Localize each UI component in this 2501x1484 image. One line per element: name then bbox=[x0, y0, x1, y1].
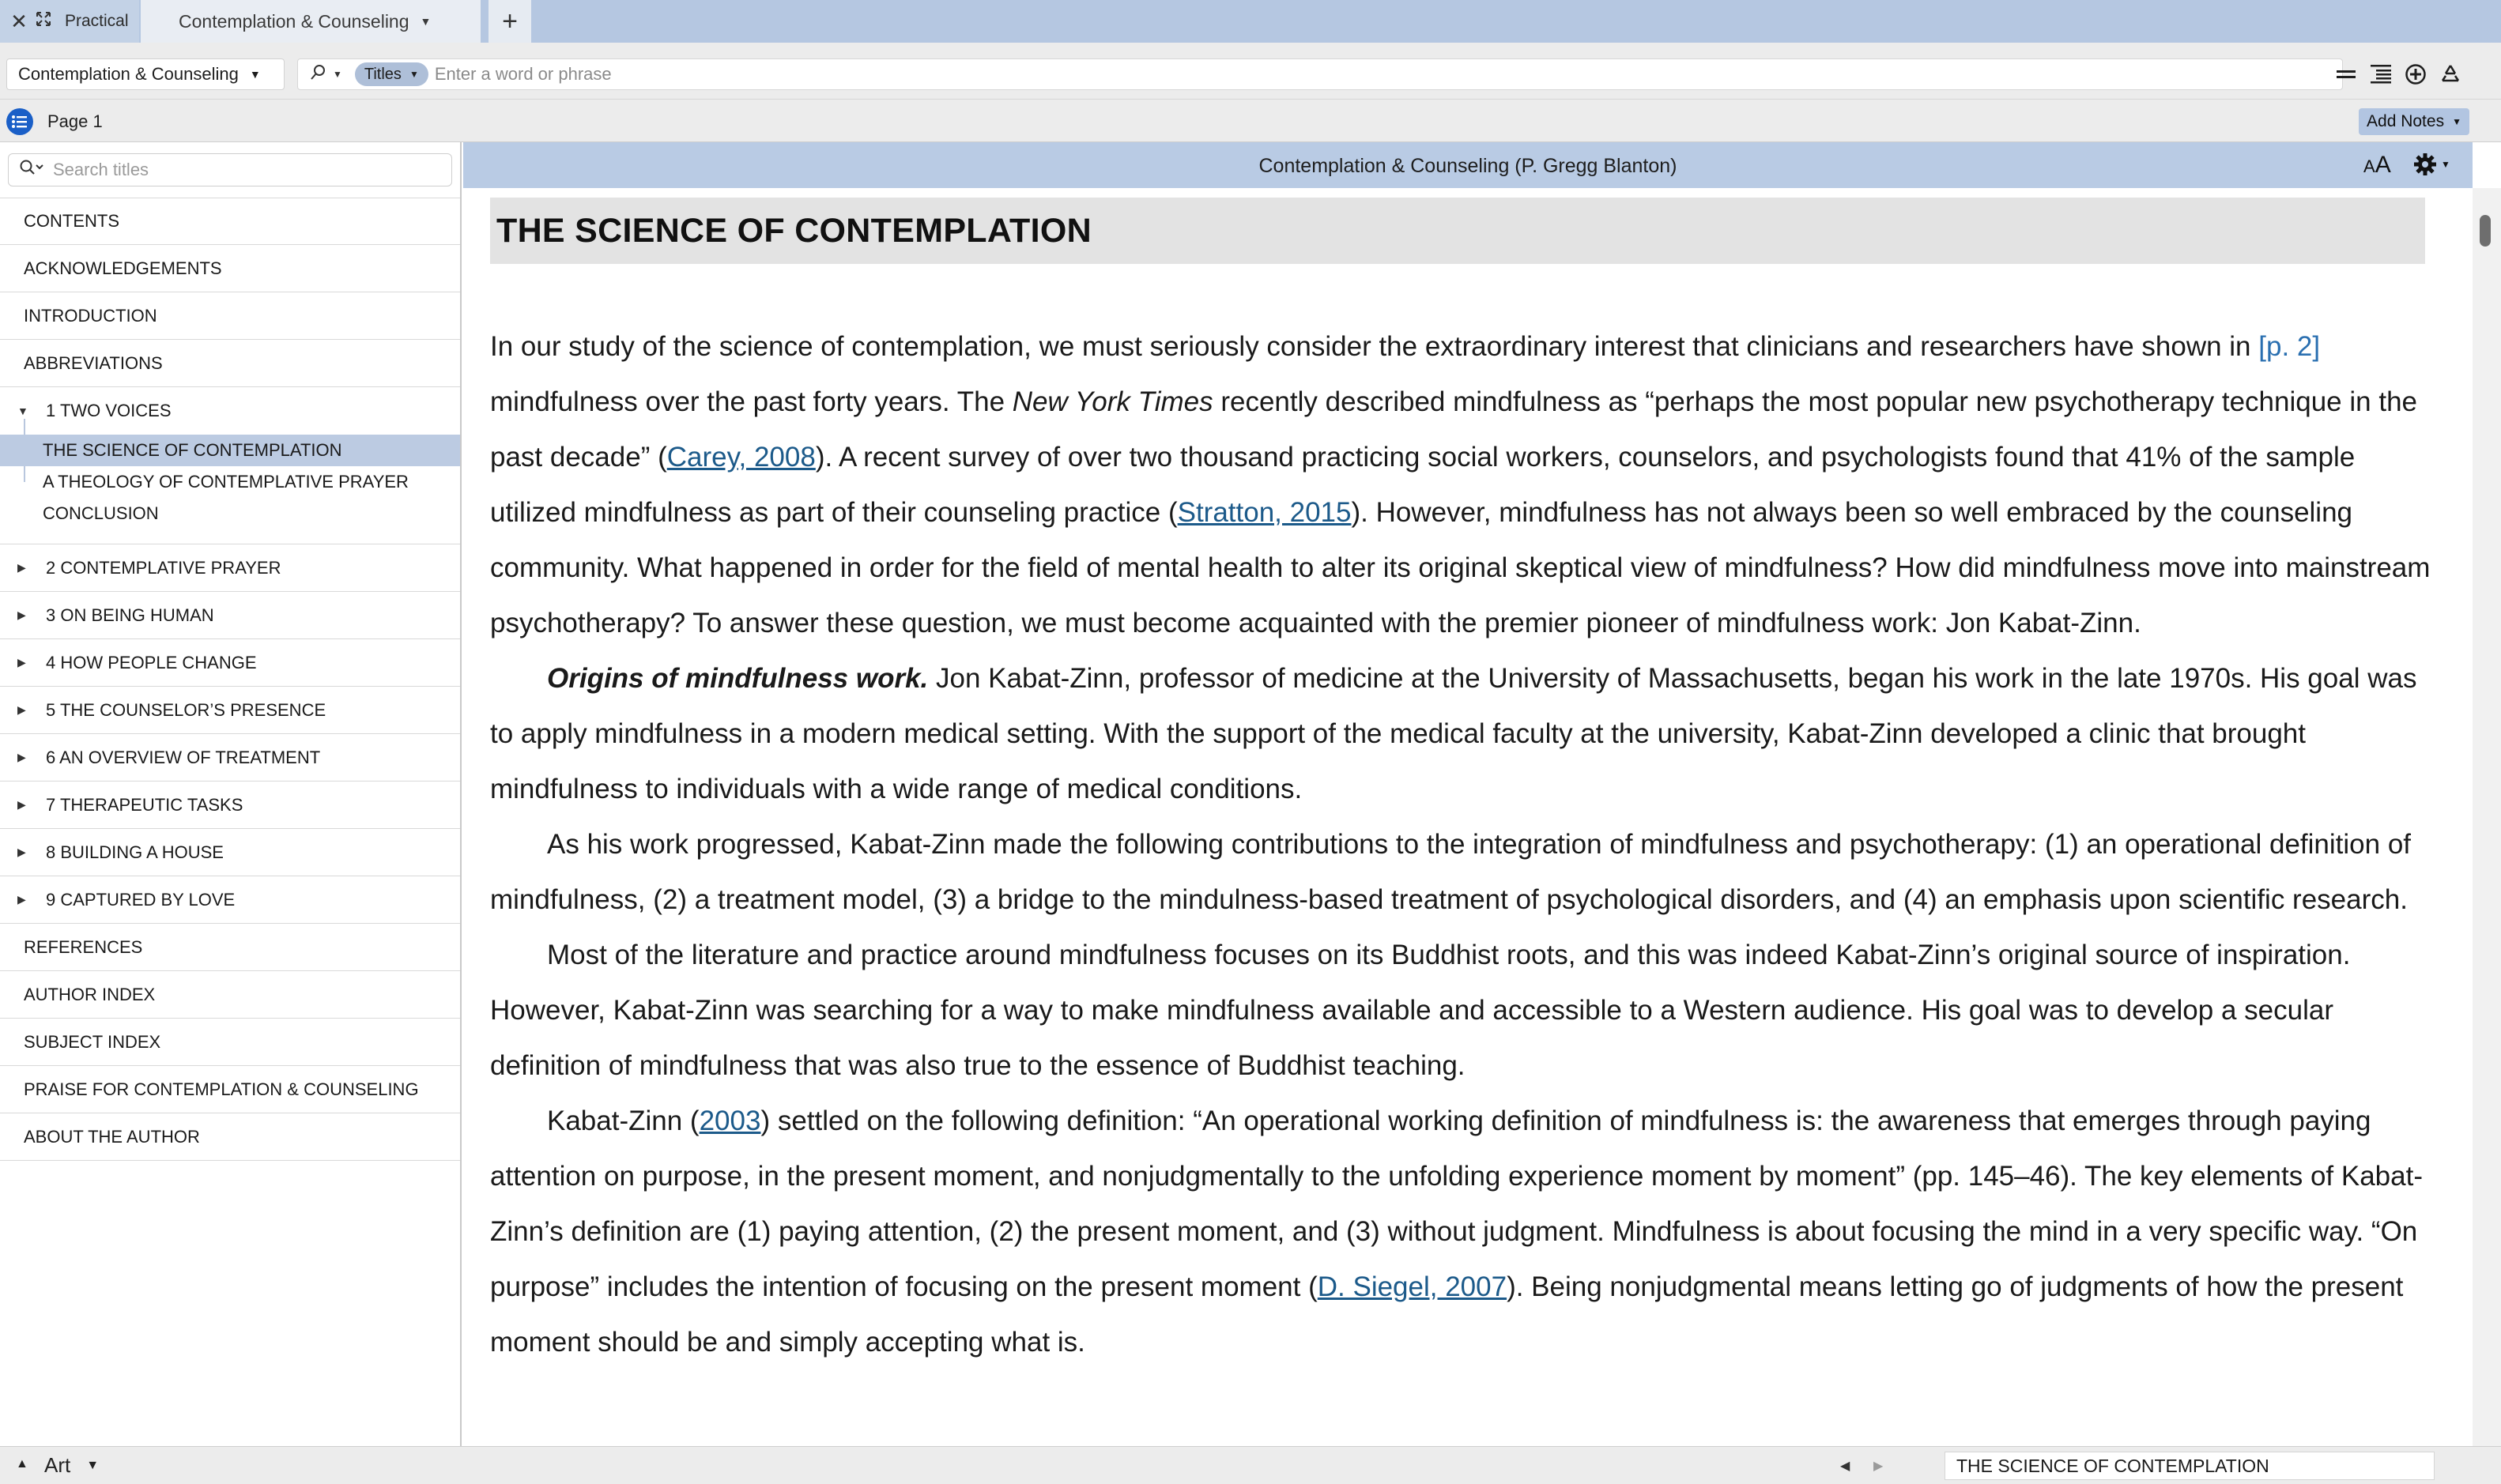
toc-chapter-6[interactable] bbox=[0, 734, 460, 782]
triangle-up-icon[interactable]: ▲ bbox=[16, 1457, 28, 1471]
toc-chapter-7[interactable] bbox=[0, 782, 460, 829]
toc-chapter-label: 4 HOW PEOPLE CHANGE bbox=[46, 652, 257, 672]
triangle-right-icon[interactable]: ▶ bbox=[17, 798, 26, 811]
tab-practical-label: Practical bbox=[65, 12, 129, 30]
toc-item-label: REFERENCES bbox=[24, 936, 143, 957]
paragraph-2 bbox=[490, 651, 2435, 817]
toc-chapter-5[interactable] bbox=[0, 687, 460, 734]
toc-item-introduction[interactable] bbox=[0, 292, 460, 340]
search-icon[interactable] bbox=[18, 158, 45, 183]
toc-item-label: AUTHOR INDEX bbox=[24, 984, 156, 1004]
toc-item-author-index[interactable] bbox=[0, 971, 460, 1019]
toc-chapter-label: 6 AN OVERVIEW OF TREATMENT bbox=[46, 747, 321, 767]
text-align-icon[interactable] bbox=[2365, 60, 2397, 89]
plus-icon[interactable]: + bbox=[489, 0, 531, 43]
close-icon[interactable]: ✕ bbox=[10, 9, 28, 33]
toc-item-abbreviations[interactable] bbox=[0, 340, 460, 387]
library-select[interactable] bbox=[6, 58, 285, 90]
triangle-right-icon[interactable]: ▶ bbox=[17, 846, 26, 858]
reader-header bbox=[463, 142, 2473, 188]
toc-item-praise[interactable] bbox=[0, 1066, 460, 1113]
italic-title: New York Times bbox=[1012, 386, 1213, 417]
toc-item-label: ABOUT THE AUTHOR bbox=[24, 1126, 200, 1147]
citation-link-stratton[interactable]: Stratton, 2015 bbox=[1177, 497, 1352, 528]
triangle-right-icon[interactable]: ▶ bbox=[17, 656, 26, 669]
section-heading: THE SCIENCE OF CONTEMPLATION bbox=[490, 198, 2425, 264]
reader-title: Contemplation & Counseling (P. Gregg Blanton) bbox=[1258, 155, 1677, 177]
search-scope-pill[interactable] bbox=[355, 62, 428, 86]
font-size-icon[interactable]: AA bbox=[2363, 152, 2391, 178]
toc-chapter-label: 8 BUILDING A HOUSE bbox=[46, 842, 224, 862]
move-icon[interactable] bbox=[30, 11, 57, 32]
toc-item-label: SUBJECT INDEX bbox=[24, 1031, 161, 1052]
citation-link-carey[interactable]: Carey, 2008 bbox=[666, 442, 816, 473]
page-marker[interactable]: [p. 2] bbox=[2258, 331, 2321, 362]
toc-item-label: PRAISE FOR CONTEMPLATION & COUNSELING bbox=[24, 1079, 419, 1099]
scrollbar[interactable] bbox=[2473, 188, 2501, 1446]
toc-item-references[interactable] bbox=[0, 924, 460, 971]
add-notes-button[interactable] bbox=[2359, 108, 2469, 135]
chevron-down-icon: ▼ bbox=[2441, 159, 2450, 170]
tab-practical[interactable] bbox=[0, 0, 139, 43]
text-run: Jon Kabat-Zinn, professor of medicine at the University of Massachusetts, began his work in the late 1970s. His goal was to apply mindfulness in a modern medical setting. With the support of the medical faculty at the university, Kabat-Zinn developed a clinic that brought mindfulness to individuals with a wide range of medical conditions. bbox=[490, 663, 2417, 804]
list-icon[interactable] bbox=[6, 108, 33, 135]
toc-chapter-label: 1 TWO VOICES bbox=[46, 401, 172, 420]
tab-contemplation-counseling[interactable] bbox=[141, 0, 481, 43]
chevron-down-icon: ▼ bbox=[409, 69, 419, 80]
toc-sub-conclusion[interactable] bbox=[0, 498, 460, 529]
parallel-lines-icon[interactable] bbox=[2330, 60, 2362, 89]
title-search-box[interactable] bbox=[8, 153, 452, 186]
text-run: Kabat-Zinn ( bbox=[547, 1105, 700, 1136]
toc-chapter-3[interactable] bbox=[0, 592, 460, 639]
recycle-icon[interactable] bbox=[2435, 60, 2466, 89]
chevron-down-icon: ▼ bbox=[249, 68, 261, 81]
gear-icon[interactable] bbox=[2412, 152, 2450, 177]
paragraph-4: Most of the literature and practice around mindfulness focuses on its Buddhist roots, and this was indeed Kabat-Zinn’s original source of inspiration. However, Kabat-Zinn was searching for a way to make mindfulness available and accessible to a Western audience. His goal was to develop a secular definition of mindfulness that was also true to the essence of Buddhist teaching. bbox=[490, 940, 2351, 1081]
toc-chapter-label: 3 ON BEING HUMAN bbox=[46, 605, 214, 625]
toc-item-label: INTRODUCTION bbox=[24, 305, 157, 326]
toc-chapter-label: 2 CONTEMPLATIVE PRAYER bbox=[46, 557, 281, 578]
page-label: Page 1 bbox=[47, 111, 103, 131]
paragraph-3: As his work progressed, Kabat-Zinn made the following contributions to the integration of mindfulness and psychotherapy: (1) an operational definition of mindfulness, (2) a treatment model, (3) a bridge to the mindulness-based treatment of psychological disorders, and (4) an emphasis upon scientific research. bbox=[490, 829, 2412, 915]
add-notes-label: Add Notes bbox=[2367, 112, 2445, 130]
toc-sub-label: CONCLUSION bbox=[43, 503, 159, 523]
toc-item-label: ACKNOWLEDGEMENTS bbox=[24, 258, 222, 278]
toc-chapter-label: 5 THE COUNSELOR’S PRESENCE bbox=[46, 699, 326, 720]
text-run: recently described mindfulness as “perhaps the most popular new psychotherapy technique in the past decade” ( bbox=[490, 386, 2417, 473]
chevron-down-icon[interactable]: ▼ bbox=[420, 15, 432, 28]
search-icon[interactable] bbox=[309, 62, 328, 87]
triangle-right-icon[interactable]: ▶ bbox=[17, 703, 26, 716]
text-run: ). Being nonjudgmental means letting go of judgments of how the present moment should be and simply accepting what is. bbox=[490, 1271, 2404, 1358]
text-run: ). However, mindfulness has not always been so well embraced by the counseling community. What happened in order for the field of mental health to alter its original skeptical view of mindfulness? How did mindfulness move into mainstream psychotherapy? To answer these question, we must become acquainted with the premier pioneer of mindfulness work: Jon Kabat-Zinn. bbox=[490, 497, 2431, 638]
toc-item-subject-index[interactable] bbox=[0, 1019, 460, 1066]
citation-link-2003[interactable]: 2003 bbox=[699, 1105, 761, 1136]
chevron-down-icon: ▼ bbox=[86, 1458, 100, 1472]
toc-chapter-group-1 bbox=[0, 387, 460, 544]
toc-list bbox=[0, 198, 460, 1161]
status-bar bbox=[0, 1446, 2501, 1484]
layout-select-label: Art bbox=[44, 1453, 71, 1477]
toc-chapter-label: 7 THERAPEUTIC TASKS bbox=[46, 794, 243, 815]
toc-item-about-the-author[interactable] bbox=[0, 1113, 460, 1161]
next-icon[interactable]: ▶ bbox=[1873, 1460, 1884, 1473]
page-bar bbox=[0, 100, 2501, 142]
library-select-label: Contemplation & Counseling bbox=[18, 64, 239, 84]
triangle-right-icon[interactable]: ▶ bbox=[17, 561, 26, 574]
citation-link-siegel[interactable]: D. Siegel, 2007 bbox=[1317, 1271, 1507, 1302]
text-run: mindfulness over the past forty years. The bbox=[490, 386, 1013, 417]
triangle-right-icon[interactable]: ▶ bbox=[17, 751, 26, 763]
reader-pane bbox=[463, 188, 2473, 1446]
toc-sub-label: THE SCIENCE OF CONTEMPLATION bbox=[43, 440, 342, 460]
triangle-right-icon[interactable]: ▶ bbox=[17, 893, 26, 906]
toc-chapter-9[interactable] bbox=[0, 876, 460, 924]
search-input[interactable] bbox=[435, 64, 2342, 85]
current-section-field[interactable] bbox=[1945, 1452, 2435, 1480]
tab-active-label: Contemplation & Counseling bbox=[179, 10, 409, 32]
current-section-label: THE SCIENCE OF CONTEMPLATION bbox=[1956, 1455, 2269, 1476]
toc-item-contents[interactable] bbox=[0, 198, 460, 245]
run-in-heading: Origins of mindfulness work. bbox=[547, 663, 929, 694]
tab-bar bbox=[0, 0, 2501, 43]
paragraph-5 bbox=[490, 1094, 2435, 1370]
article-body bbox=[490, 319, 2435, 1370]
layout-select[interactable] bbox=[44, 1453, 99, 1478]
triangle-down-icon[interactable]: ▼ bbox=[17, 405, 28, 417]
text-run: In our study of the science of contemplation, we must seriously consider the extraordinary interest that clinicians and researchers have shown in bbox=[490, 331, 2259, 362]
triangle-right-icon[interactable]: ▶ bbox=[17, 608, 26, 621]
toc-item-label: CONTENTS bbox=[24, 211, 119, 231]
scrollbar-thumb[interactable] bbox=[2480, 215, 2491, 247]
chevron-down-icon: ▼ bbox=[2452, 116, 2461, 127]
toc-sub-theology-of-contemplative-prayer[interactable] bbox=[0, 466, 460, 498]
text-run: ) settled on the following definition: “An operational working definition of mindfulness is: the awareness that emerges through paying attention on purpose, in the present moment, and nonjudgmentally to the unfolding experience moment by moment” (pp. 145–46). The key elements of Kabat-Zinn’s definition are (1) paying attention, (2) the present moment, and (3) without judgment. Mindfulness is about focusing the mind in a very specific way. “On purpose” includes the intention of focusing on the present moment ( bbox=[490, 1105, 2423, 1302]
search-bar[interactable] bbox=[297, 58, 2343, 90]
search-scope-label: Titles bbox=[364, 65, 402, 83]
toc-item-label: ABBREVIATIONS bbox=[24, 352, 163, 373]
toc-chapter-4[interactable] bbox=[0, 639, 460, 687]
toc-chapter-2[interactable] bbox=[0, 544, 460, 592]
toc-sidebar bbox=[0, 142, 462, 1446]
text-run: ). A recent survey of over two thousand practicing social workers, counselors, and psychologists found that 41% of the sample utilized mindfulness as part of their counseling practice ( bbox=[490, 442, 2356, 528]
previous-icon[interactable]: ◀ bbox=[1840, 1460, 1850, 1473]
toc-chapter-1-two-voices[interactable] bbox=[0, 387, 460, 435]
chevron-down-icon[interactable]: ▼ bbox=[333, 69, 342, 80]
toc-chapter-8[interactable] bbox=[0, 829, 460, 876]
toc-chapter-label: 9 CAPTURED BY LOVE bbox=[46, 889, 236, 910]
paragraph-1 bbox=[490, 319, 2435, 651]
add-circle-icon[interactable] bbox=[2400, 60, 2431, 89]
toc-sub-label: A THEOLOGY OF CONTEMPLATIVE PRAYER bbox=[43, 472, 409, 492]
toc-item-acknowledgements[interactable] bbox=[0, 245, 460, 292]
title-search-input[interactable] bbox=[53, 160, 451, 180]
search-toolbar bbox=[0, 43, 2501, 100]
toc-sub-science-of-contemplation[interactable] bbox=[0, 435, 460, 466]
